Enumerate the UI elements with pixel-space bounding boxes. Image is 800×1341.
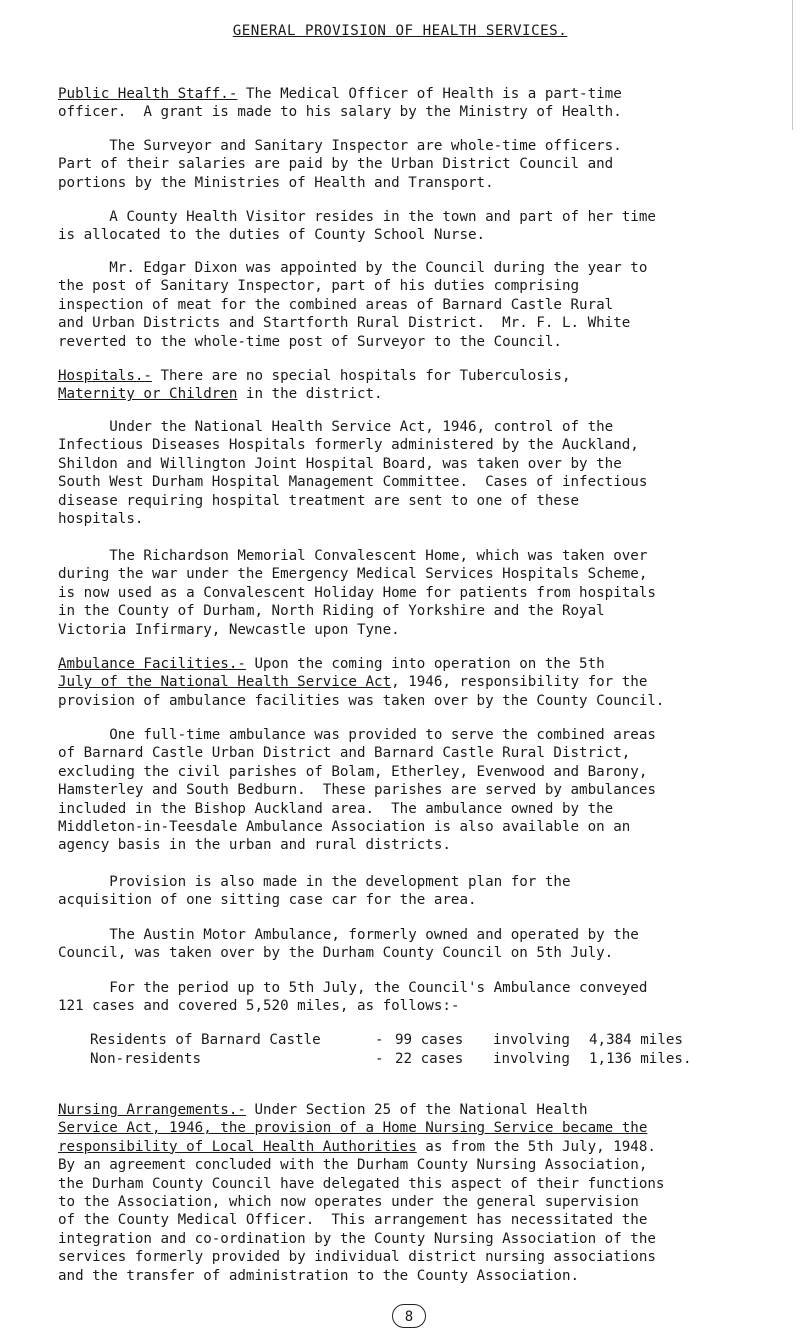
paragraph-hospitals: Hospitals.- There are no special hospitals for Tuberculosis, Maternity or Children in the district. bbox=[58, 368, 571, 403]
paragraph-nursing-arrangements: Nursing Arrangements.- Under Section 25 of the National Health Service Act, 1946, the provision of a Home Nursing Service became the responsibility of Local Health Authorities as from the 5th July, 1948. By an agreement concluded with the Durham County Nursing Association, the Durham County Council have delegated this aspect of their functions to the Association, which now operates under the general supervision of the County Medical Officer. This arrangement has necessitated the integration and co-ordination by the County Nursing Association of the services formerly provided by individual district nursing associations and the transfer of administration to the County Association. bbox=[58, 1102, 665, 1284]
table-row: Residents of Barnard Castle - 99 cases involving 4,384 miles bbox=[90, 1032, 683, 1048]
paragraph-health-visitor: A County Health Visitor resides in the town and part of her time is allocated to the duties of County School Nurse. bbox=[58, 209, 656, 244]
page-title: GENERAL PROVISION OF HEALTH SERVICES. bbox=[232, 23, 568, 39]
section-heading: Hospitals.- bbox=[58, 368, 152, 384]
paragraph-cases-conveyed: For the period up to 5th July, the Council's Ambulance conveyed 121 cases and covered 5,520 miles, as follows:- bbox=[58, 980, 648, 1015]
section-heading: Ambulance Facilities.- bbox=[58, 656, 246, 672]
paragraph-nhs-act: Under the National Health Service Act, 1946, control of the Infectious Diseases Hospitals formerly administered by the Auckland, Shildon and Willington Joint Hospital Board, was taken over by the South West Durham Hospital Management Committee. Cases of infectious disease requiring hospital treatment are sent to one of these hospitals. bbox=[58, 419, 648, 528]
table-row: Non-residents - 22 cases involving 1,136 miles. bbox=[90, 1051, 692, 1067]
paragraph-full-time-ambulance: One full-time ambulance was provided to serve the combined areas of Barnard Castle Urban District and Barnard Castle Rural District, excluding the civil parishes of Bolam, Etherley, Evenwood and Barony, Hamsterley and South Bedburn. These parishes are served by ambulances included in the Bishop Auckland area. The ambulance owned by the Middleton-in-Teesdale Ambulance Association is also available on an agency basis in the urban and rural districts. bbox=[58, 727, 656, 854]
section-heading: Public Health Staff.- bbox=[58, 86, 238, 102]
paragraph-appointment: Mr. Edgar Dixon was appointed by the Council during the year to the post of Sanitary Inspector, part of his duties comprising inspection of meat for the combined areas of Barnard Castle Rural and Urban Districts and Startforth Rural District. Mr. F. L. White reverted to the whole-time post of Surveyor to the Council. bbox=[58, 260, 648, 350]
paragraph-ambulance-facilities: Ambulance Facilities.- Upon the coming into operation on the 5th July of the National Health Service Act, 1946, responsibility for the provision of ambulance facilities was taken over by the County Council. bbox=[58, 656, 665, 709]
page-number: 8 bbox=[392, 1304, 426, 1328]
page-edge-line bbox=[792, 0, 793, 130]
paragraph-austin-ambulance: The Austin Motor Ambulance, formerly owned and operated by the Council, was taken over by the Durham County Council on 5th July. bbox=[58, 927, 639, 962]
paragraph-surveyor: The Surveyor and Sanitary Inspector are whole-time officers. Part of their salaries are paid by the Urban District Council and portions by the Ministries of Health and Transport. bbox=[58, 138, 622, 191]
paragraph-public-health-staff: Public Health Staff.- The Medical Officer of Health is a part-time officer. A grant is made to his salary by the Ministry of Health. bbox=[58, 86, 622, 121]
section-heading: Nursing Arrangements.- bbox=[58, 1102, 246, 1118]
paragraph-development-plan: Provision is also made in the development plan for the acquisition of one sitting case car for the area. bbox=[58, 874, 571, 909]
paragraph-convalescent-home: The Richardson Memorial Convalescent Home, which was taken over during the war under the Emergency Medical Services Hospitals Scheme, is now used as a Convalescent Holiday Home for patients from hospitals in the County of Durham, North Riding of Yorkshire and the Royal Victoria Infirmary, Newcastle upon Tyne. bbox=[58, 548, 656, 638]
